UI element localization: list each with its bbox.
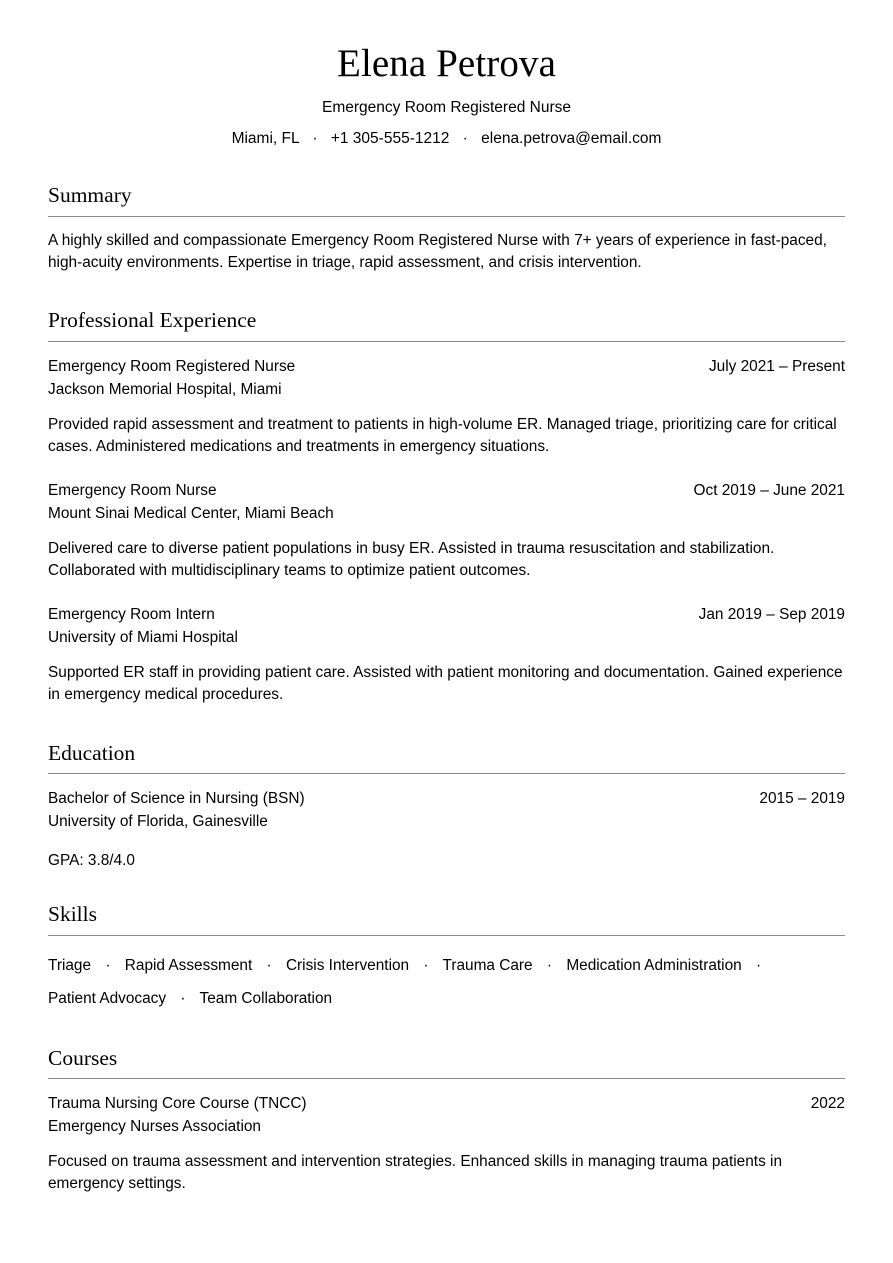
job-organization: Jackson Memorial Hospital, Miami — [48, 380, 282, 398]
experience-entry — [48, 357, 845, 458]
section-title-experience: Professional Experience — [48, 308, 257, 333]
job-date-range: July 2021 – Present — [708, 357, 845, 375]
section-summary — [48, 183, 845, 274]
degree-title: Bachelor of Science in Nursing (BSN) — [48, 790, 305, 808]
job-description: Provided rapid assessment and treatment to patients in high-volume ER. Managed triage, prioritizing care for critical cases. Administered medications and treatments in emergency situations. — [48, 415, 837, 455]
section-divider — [48, 773, 845, 774]
section-education — [48, 741, 845, 873]
experience-entry — [48, 481, 845, 582]
skill-item: Team Collaboration — [199, 989, 333, 1007]
job-title: Emergency Room Nurse — [48, 482, 217, 500]
section-title-summary: Summary — [48, 182, 132, 207]
contact-location: Miami, FL — [231, 129, 300, 147]
contact-separator: · — [462, 129, 468, 147]
job-title: Emergency Room Registered Nurse — [48, 357, 296, 375]
skill-item: Triage — [48, 957, 92, 975]
section-experience — [48, 308, 845, 706]
section-title-skills: Skills — [48, 902, 97, 927]
job-organization: Mount Sinai Medical Center, Miami Beach — [48, 505, 334, 523]
skill-separator: · — [423, 957, 429, 975]
entry-header — [48, 605, 845, 626]
course-title: Trauma Nursing Core Course (TNCC) — [48, 1095, 307, 1113]
resume-header — [48, 0, 845, 149]
course-description: Focused on trauma assessment and intervention strategies. Enhanced skills in managing trauma patients in emergency settings. — [48, 1153, 783, 1193]
contact-phone[interactable]: +1 305-555-1212 — [330, 129, 450, 147]
skill-item: Crisis Intervention — [285, 957, 410, 975]
skill-item: Rapid Assessment — [124, 957, 253, 975]
skill-item: Trauma Care — [442, 957, 533, 975]
section-title-courses: Courses — [48, 1045, 118, 1070]
skill-separator: · — [546, 957, 553, 975]
skill-separator: · — [180, 989, 186, 1007]
entry-header — [48, 789, 845, 810]
candidate-headline: Emergency Room Registered Nurse — [322, 98, 571, 116]
section-divider — [48, 935, 845, 936]
section-divider — [48, 1078, 845, 1079]
entry-header — [48, 357, 845, 378]
job-description: Supported ER staff in providing patient care. Assisted with patient monitoring and documentation. Gained experience in emergency medical procedures. — [48, 664, 843, 704]
course-entry — [48, 1094, 845, 1195]
education-entry — [48, 789, 845, 872]
job-title: Emergency Room Intern — [48, 606, 215, 624]
degree-date-range: 2015 – 2019 — [759, 790, 845, 808]
job-date-range: Jan 2019 – Sep 2019 — [698, 606, 845, 624]
job-date-range: Oct 2019 – June 2021 — [693, 482, 845, 500]
skill-item: Patient Advocacy — [48, 989, 167, 1007]
entry-header — [48, 481, 845, 502]
section-courses — [48, 1046, 845, 1196]
experience-entry — [48, 605, 845, 706]
course-date: 2022 — [810, 1095, 845, 1113]
job-organization: University of Miami Hospital — [48, 629, 238, 647]
job-description: Delivered care to diverse patient populations in busy ER. Assisted in trauma resuscitation and stabilization. Collaborated with multidisciplinary teams to optimize patient outcomes. — [48, 539, 775, 580]
contact-line — [48, 129, 845, 149]
school-name: University of Florida, Gainesville — [48, 813, 268, 831]
skill-item: Medication Administration — [566, 957, 742, 975]
gpa-text: GPA: 3.8/4.0 — [48, 852, 135, 870]
summary-text: A highly skilled and compassionate Emergency Room Registered Nurse with 7+ years of experience in fast-paced, high-acuity environments. Expertise in triage, rapid assessment, and crisis intervention. — [48, 231, 827, 271]
skills-list — [48, 950, 845, 1015]
section-title-education: Education — [48, 740, 136, 765]
contact-separator: · — [312, 129, 318, 147]
candidate-name: Elena Petrova — [337, 42, 556, 85]
section-divider — [48, 341, 845, 342]
skill-separator: · — [266, 957, 272, 975]
skill-separator: · — [755, 957, 762, 975]
section-skills — [48, 902, 845, 1015]
section-divider — [48, 216, 845, 217]
contact-email[interactable]: elena.petrova@email.com — [481, 129, 662, 147]
skill-separator: · — [105, 957, 111, 975]
course-provider: Emergency Nurses Association — [48, 1118, 261, 1136]
entry-header — [48, 1094, 845, 1115]
